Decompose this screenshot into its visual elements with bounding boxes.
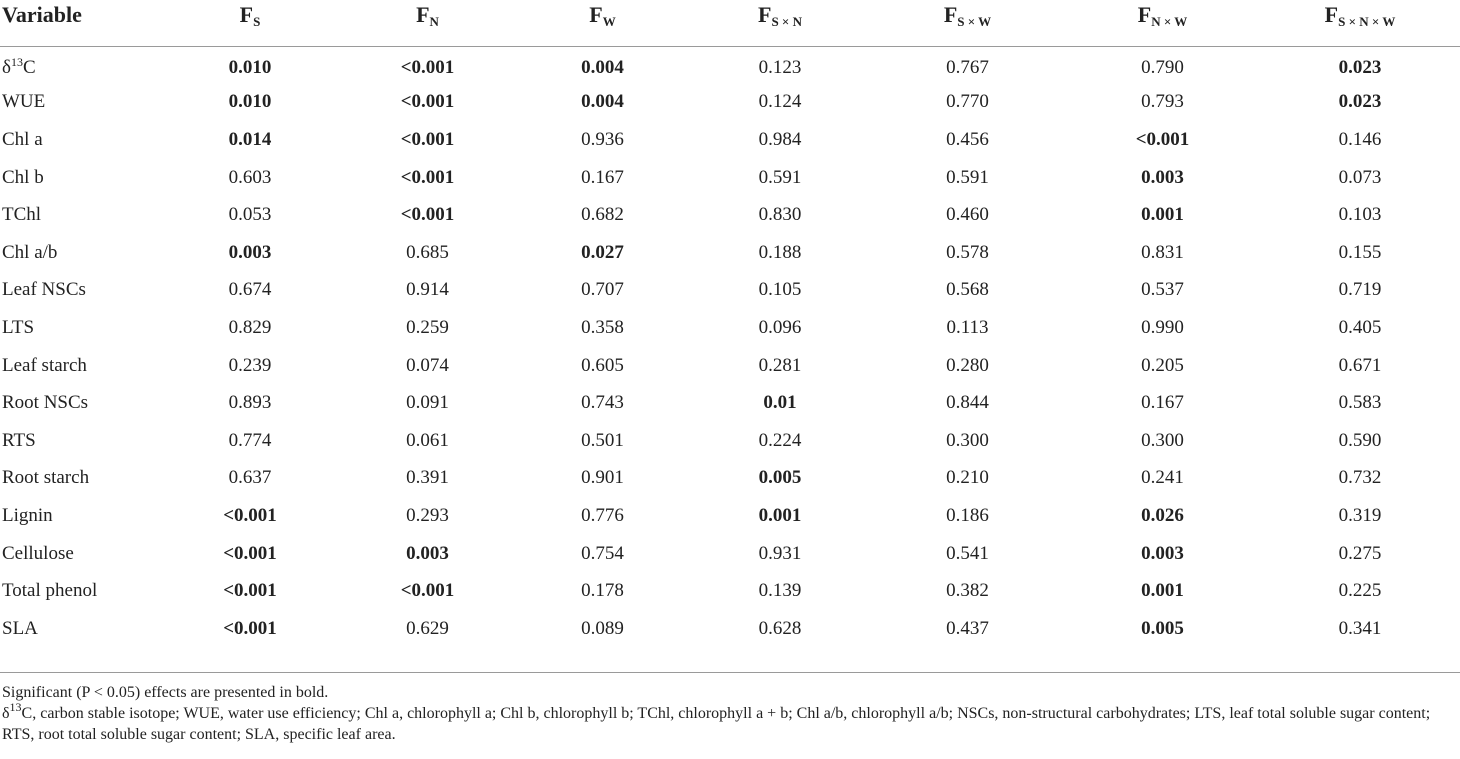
p-value-cell: 0.844 — [946, 392, 989, 414]
p-value-cell: 0.073 — [1338, 166, 1382, 188]
p-value-cell: 0.583 — [1338, 392, 1382, 414]
column-header-f-3: $F_W$ — [515, 0, 690, 46]
column-header-f-6: $F_{N \times W}$ — [1065, 0, 1260, 46]
p-value-cell: 0.139 — [758, 580, 802, 602]
p-value-cell: 0.091 — [406, 392, 449, 414]
p-value-cell: 0.167 — [581, 166, 624, 188]
table-row — [0, 422, 1460, 460]
p-value-cell: 0.358 — [581, 316, 624, 338]
p-value-cell: 0.628 — [758, 617, 802, 639]
p-value-cell: 0.537 — [1141, 279, 1184, 301]
p-value-cell: 0.776 — [581, 504, 624, 526]
p-value-cell: 0.023 — [1338, 91, 1382, 113]
p-value-cell: 0.225 — [1338, 580, 1382, 602]
p-value-cell: 0.437 — [946, 617, 989, 639]
p-value-cell: 0.674 — [228, 279, 272, 301]
row-label: RTS — [2, 429, 36, 451]
row-label: WUE — [2, 91, 46, 113]
p-value-cell: 0.103 — [1338, 204, 1382, 226]
p-value-cell: 0.010 — [228, 57, 272, 79]
p-value-cell: 0.167 — [1141, 392, 1184, 414]
p-value-cell: 0.014 — [228, 128, 272, 150]
p-value-cell: 0.931 — [758, 542, 802, 564]
p-value-cell: 0.591 — [758, 166, 802, 188]
p-value-cell: <0.001 — [1135, 128, 1190, 150]
p-value-cell: 0.004 — [581, 91, 624, 113]
p-value-cell: 0.005 — [1141, 617, 1184, 639]
p-value-cell: 0.460 — [946, 204, 989, 226]
p-value-cell: 0.591 — [946, 166, 989, 188]
column-header-f-2: $F_N$ — [340, 0, 515, 46]
row-label: Leaf starch — [2, 354, 87, 376]
p-value-cell: 0.074 — [406, 354, 449, 376]
p-value-cell: 0.124 — [758, 91, 802, 113]
p-value-cell: 0.001 — [1141, 204, 1184, 226]
p-value-cell: 0.590 — [1338, 429, 1382, 451]
p-value-cell: 0.405 — [1338, 316, 1382, 338]
p-value-cell: 0.001 — [758, 504, 802, 526]
p-value-cell: <0.001 — [223, 580, 277, 602]
p-value-cell: 0.089 — [581, 617, 624, 639]
row-label: SLA — [2, 617, 38, 639]
column-header-variable: Variable — [0, 0, 160, 46]
p-value-cell: 0.605 — [581, 354, 624, 376]
p-value-cell: 0.001 — [1141, 580, 1184, 602]
p-value-cell: 0.830 — [758, 204, 802, 226]
p-value-cell: <0.001 — [400, 580, 455, 602]
p-value-cell: 0.578 — [946, 241, 989, 263]
table-row — [0, 196, 1460, 234]
p-value-cell: 0.023 — [1338, 57, 1382, 79]
table-row — [0, 272, 1460, 310]
bottom-rule — [0, 672, 1460, 673]
p-value-cell: 0.186 — [946, 504, 989, 526]
row-label: Total phenol — [2, 580, 98, 602]
p-value-cell: 0.829 — [228, 316, 272, 338]
row-label: Root starch — [2, 467, 90, 489]
p-value-cell: 0.719 — [1338, 279, 1382, 301]
p-value-cell: 0.341 — [1338, 617, 1382, 639]
row-label: Chl b — [2, 166, 44, 188]
p-value-cell: 0.178 — [581, 580, 624, 602]
p-value-cell: 0.061 — [406, 429, 449, 451]
p-value-cell: <0.001 — [223, 617, 277, 639]
p-value-cell: 0.984 — [758, 128, 802, 150]
p-value-cell: 0.123 — [758, 57, 802, 79]
p-value-cell: 0.275 — [1338, 542, 1382, 564]
p-value-cell: 0.732 — [1338, 467, 1382, 489]
p-value-cell: 0.541 — [946, 542, 989, 564]
p-value-cell: 0.146 — [1338, 128, 1382, 150]
p-value-cell: 0.300 — [946, 429, 989, 451]
table-row — [0, 159, 1460, 197]
row-label: Chl a — [2, 128, 43, 150]
p-value-cell: 0.767 — [946, 57, 989, 79]
p-value-cell: 0.293 — [406, 504, 449, 526]
p-value-cell: 0.005 — [758, 467, 802, 489]
p-value-cell: 0.990 — [1141, 316, 1184, 338]
p-value-cell: 0.105 — [758, 279, 802, 301]
p-value-cell: 0.685 — [406, 241, 449, 263]
p-value-cell: 0.568 — [946, 279, 989, 301]
p-value-cell: 0.914 — [406, 279, 449, 301]
p-value-cell: 0.831 — [1141, 241, 1184, 263]
table-row — [0, 347, 1460, 385]
p-value-cell: 0.280 — [946, 354, 989, 376]
column-header-f-5: $F_{S \times W}$ — [870, 0, 1065, 46]
column-header-f-4: $F_{S \times N}$ — [690, 0, 870, 46]
table-row — [0, 84, 1460, 122]
p-value-cell: 0.300 — [1141, 429, 1184, 451]
p-value-cell: 0.901 — [581, 467, 624, 489]
p-value-cell: 0.281 — [758, 354, 802, 376]
row-label: $\delta^{13}C$ — [2, 55, 36, 79]
p-value-cell: 0.319 — [1338, 504, 1382, 526]
p-value-cell: 0.382 — [946, 580, 989, 602]
row-label: Cellulose — [2, 542, 74, 564]
p-value-cell: 0.743 — [581, 392, 624, 414]
p-value-cell: 0.003 — [1141, 542, 1184, 564]
p-value-cell: 0.155 — [1338, 241, 1382, 263]
p-value-cell: 0.026 — [1141, 504, 1184, 526]
table-row — [0, 121, 1460, 159]
table-row — [0, 384, 1460, 422]
p-value-cell: <0.001 — [400, 91, 455, 113]
table-row — [0, 309, 1460, 347]
table-row — [0, 46, 1460, 84]
significance-note: Significant (P < 0.05) effects are presented in bold. — [2, 684, 329, 701]
table-row — [0, 234, 1460, 272]
p-value-cell: 0.259 — [406, 316, 449, 338]
p-value-cell: <0.001 — [400, 204, 455, 226]
p-value-cell: 0.501 — [581, 429, 624, 451]
p-value-cell: 0.629 — [406, 617, 449, 639]
p-value-cell: 0.004 — [581, 57, 624, 79]
p-value-cell: 0.01 — [763, 392, 797, 414]
p-value-cell: 0.391 — [406, 467, 449, 489]
table-row — [0, 572, 1460, 610]
p-value-cell: 0.682 — [581, 204, 624, 226]
p-value-cell: 0.096 — [758, 316, 802, 338]
p-value-cell: 0.241 — [1141, 467, 1184, 489]
p-value-cell: 0.603 — [228, 166, 272, 188]
table-row — [0, 460, 1460, 498]
p-value-cell: 0.456 — [946, 128, 989, 150]
p-value-cell: 0.770 — [946, 91, 989, 113]
table-footnotes — [2, 682, 1457, 745]
p-value-cell: <0.001 — [400, 57, 455, 79]
p-value-cell: 0.754 — [581, 542, 624, 564]
p-value-cell: 0.707 — [581, 279, 624, 301]
row-label: TChl — [2, 204, 42, 226]
p-value-cell: <0.001 — [400, 128, 455, 150]
p-value-cell: 0.010 — [228, 91, 272, 113]
p-value-cell: 0.205 — [1141, 354, 1184, 376]
p-value-cell: 0.113 — [946, 316, 989, 338]
row-label: Leaf NSCs — [2, 279, 86, 301]
row-label: Lignin — [2, 504, 53, 526]
p-value-cell: 0.793 — [1141, 91, 1184, 113]
p-value-cell: 0.893 — [228, 392, 272, 414]
p-value-cell: 0.790 — [1141, 57, 1184, 79]
p-value-cell: 0.210 — [946, 467, 989, 489]
p-value-cell: 0.188 — [758, 241, 802, 263]
abbreviations-note: $\delta^{13}C$, carbon stable isotope; WUE, water use efficiency; Chl a, chlorophyll a; Chl b, chlorophyll b; TChl, chlorophyll a + b; Chl a/b, chlorophyll a/b; NSCs, non-structural carbohydrates; LTS, leaf total soluble sugar content; RTS, root total soluble sugar content; SLA, specific leaf area. — [2, 700, 1431, 743]
row-label: LTS — [2, 316, 35, 338]
table-row — [0, 497, 1460, 535]
p-value-cell: 0.027 — [581, 241, 624, 263]
p-value-cell: <0.001 — [223, 504, 277, 526]
p-value-cell: 0.637 — [228, 467, 272, 489]
row-label: Root NSCs — [2, 392, 89, 414]
table-row — [0, 610, 1460, 648]
header-row — [0, 0, 1460, 46]
p-value-cell: 0.003 — [1141, 166, 1184, 188]
p-value-cell: 0.053 — [228, 204, 272, 226]
column-header-f-1: $F_S$ — [160, 0, 340, 46]
p-value-cell: 0.003 — [406, 542, 449, 564]
p-value-cell: 0.224 — [758, 429, 802, 451]
table-body — [0, 46, 1460, 648]
p-value-cell: 0.239 — [228, 354, 272, 376]
p-value-cell: <0.001 — [400, 166, 455, 188]
p-value-cell: <0.001 — [223, 542, 277, 564]
row-label: Chl a/b — [2, 241, 58, 263]
p-value-cell: 0.936 — [581, 128, 624, 150]
p-value-cell: 0.774 — [228, 429, 272, 451]
p-value-cell: 0.671 — [1338, 354, 1382, 376]
column-header-f-7: $F_{S \times N \times W}$ — [1260, 0, 1460, 46]
p-value-cell: 0.003 — [228, 241, 272, 263]
table-row — [0, 535, 1460, 573]
